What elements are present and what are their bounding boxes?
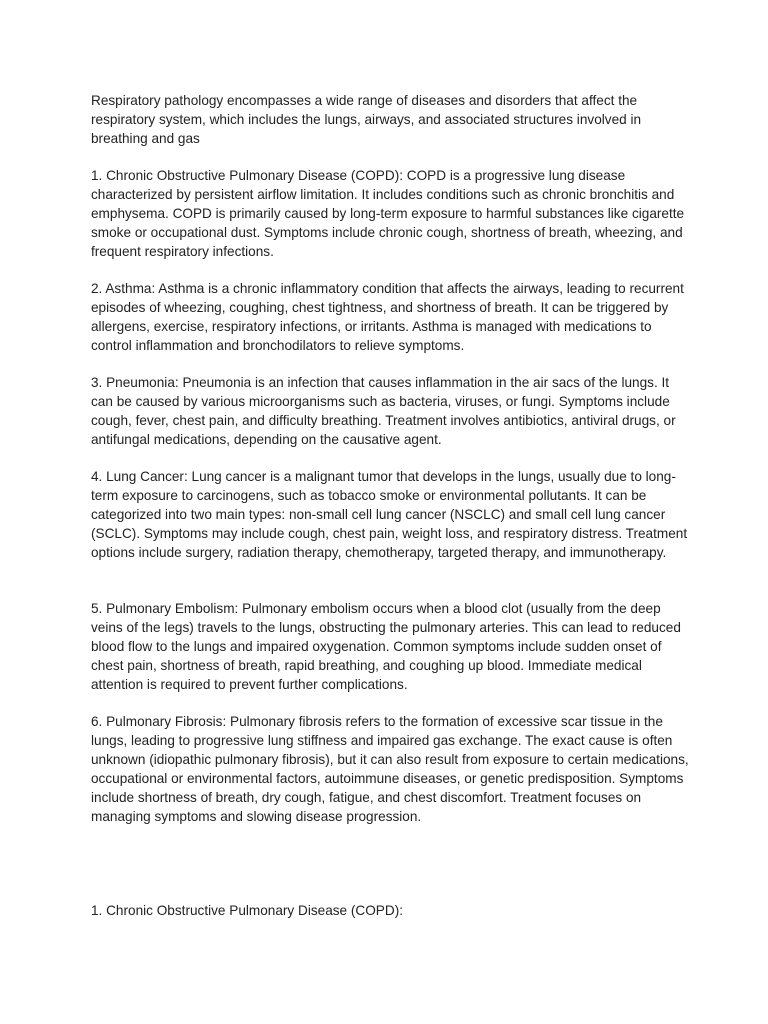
- copd-subheading: 1. Chronic Obstructive Pulmonary Disease (COPD):: [91, 903, 403, 918]
- asthma-paragraph: 2. Asthma: Asthma is a chronic inflammatory condition that affects the airways, leading to recurrent episodes of wheezing, coughing, chest tightness, and shortness of breath. It can be triggered by allergens, exercise, respiratory infections, or irritants. Asthma is managed with medications to control inflammation and bronchodilators to relieve symptoms.: [91, 281, 684, 353]
- intro-paragraph: Respiratory pathology encompasses a wide range of diseases and disorders that affect the respiratory system, which includes the lungs, airways, and associated structures involved in breathing and gas: [91, 93, 642, 146]
- copd-paragraph: 1. Chronic Obstructive Pulmonary Disease (COPD): COPD is a progressive lung disease characterized by persistent airflow limitation. It includes conditions such as chronic bronchitis and emphysema. COPD is primarily caused by long-term exposure to harmful substances like cigarette smoke or occupational dust. Symptoms include chronic cough, shortness of breath, wheezing, and frequent respiratory infections.: [91, 168, 685, 259]
- pulmonary-fibrosis-paragraph: 6. Pulmonary Fibrosis: Pulmonary fibrosis refers to the formation of excessive scar tissue in the lungs, leading to progressive lung stiffness and impaired gas exchange. The exact cause is often unknown (idiopathic pulmonary fibrosis), but it can also result from exposure to certain medications, occupational or environmental factors, autoimmune diseases, or genetic predisposition. Symptoms include shortness of breath, dry cough, fatigue, and chest discomfort. Treatment focuses on managing symptoms and slowing disease progression.: [91, 714, 689, 824]
- lung-cancer-paragraph: 4. Lung Cancer: Lung cancer is a malignant tumor that develops in the lungs, usually due to long-term exposure to carcinogens, such as tobacco smoke or environmental pollutants. It can be categorized into two main types: non-small cell lung cancer (NSCLC) and small cell lung cancer (SCLC). Symptoms may include cough, chest pain, weight loss, and respiratory distress. Treatment options include surgery, radiation therapy, chemotherapy, targeted therapy, and immunotherapy.: [91, 469, 688, 560]
- pulmonary-embolism-paragraph: 5. Pulmonary Embolism: Pulmonary embolism occurs when a blood clot (usually from the deep veins of the legs) travels to the lungs, obstructing the pulmonary arteries. This can lead to reduced blood flow to the lungs and impaired oxygenation. Common symptoms include sudden onset of chest pain, shortness of breath, rapid breathing, and coughing up blood. Immediate medical attention is required to prevent further complications.: [91, 601, 681, 692]
- pneumonia-paragraph: 3. Pneumonia: Pneumonia is an infection that causes inflammation in the air sacs of the lungs. It can be caused by various microorganisms such as bacteria, viruses, or fungi. Symptoms include cough, fever, chest pain, and difficulty breathing. Treatment involves antibiotics, antiviral drugs, or antifungal medications, depending on the causative agent.: [91, 375, 676, 447]
